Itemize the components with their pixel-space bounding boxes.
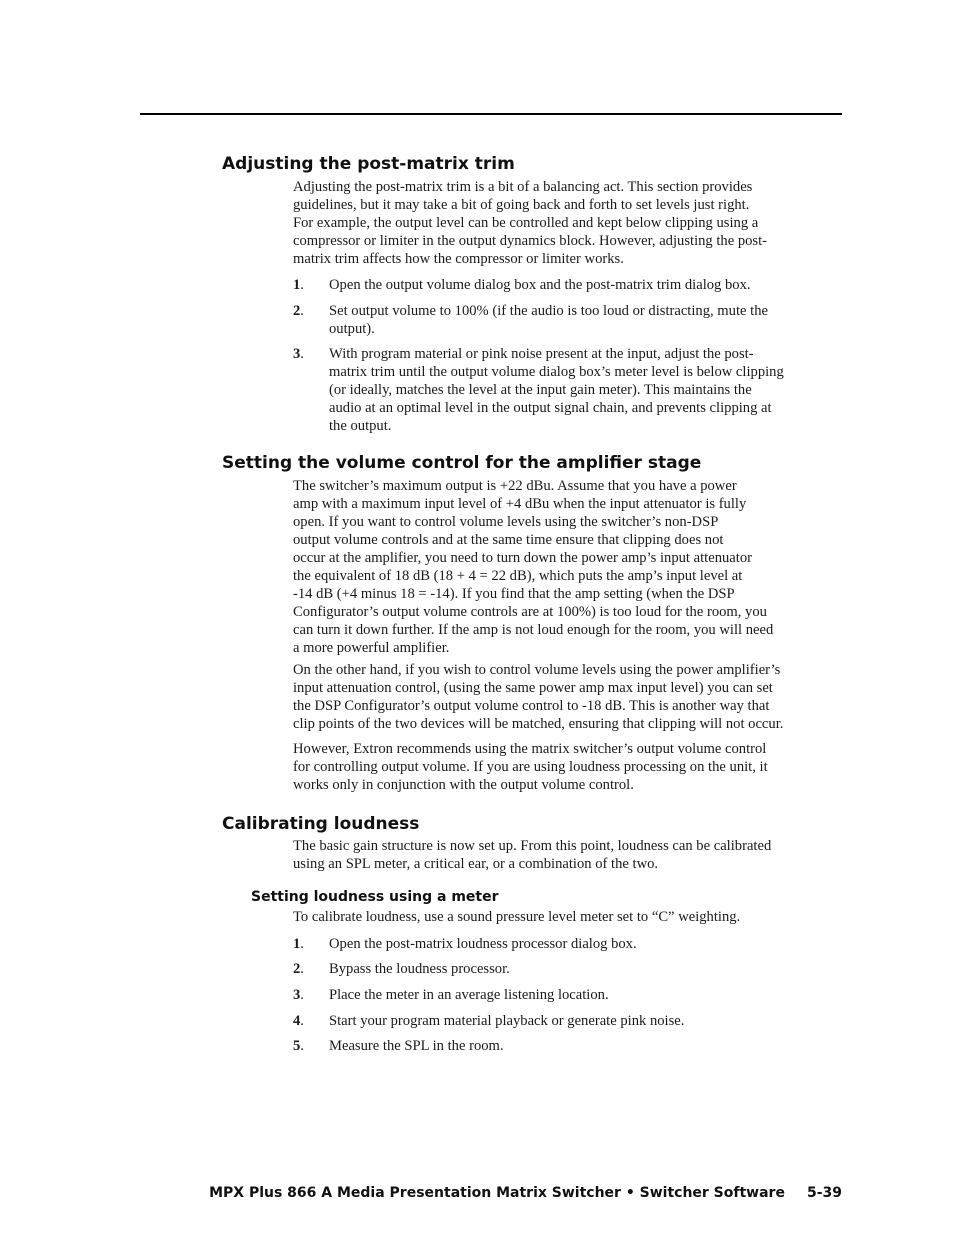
page-number: 5-39	[806, 1185, 842, 1201]
header-rule	[140, 113, 842, 115]
subheading-loudness-meter: Setting loudness using a meter	[251, 889, 499, 905]
step-number: 1	[293, 936, 301, 952]
amplifier-paragraph-3: However, Extron recommends using the matrix switcher’s output volume control for controlling output volume. If you are using loudness processing on the unit, it works only in conjunction with the output volume control.	[293, 741, 768, 793]
step-number: 2	[293, 303, 301, 319]
step-number: 3	[293, 987, 301, 1003]
step-number: 1	[293, 277, 301, 293]
section-heading-calibrating-loudness: Calibrating loudness	[222, 814, 420, 834]
step-number: 3	[293, 346, 301, 362]
footer-title: MPX Plus 866 A Media Presentation Matrix Switcher • Switcher Software	[209, 1185, 785, 1201]
amplifier-paragraph-2: On the other hand, if you wish to control volume levels using the power amplifier’s input attenuation control, (using the same power amp max input level) you can set the DSP Configurator’s output volume control to -18 dB. This is another way that clip points of the two devices will be matched, ensuring that clipping will not occur.	[293, 662, 784, 732]
section-heading-amplifier-stage: Setting the volume control for the amplifier stage	[222, 453, 702, 473]
step-number: 2	[293, 961, 301, 977]
amplifier-paragraph-1: The switcher’s maximum output is +22 dBu. Assume that you have a power amp with a maximum input level of +4 dBu when the input attenuator is fully open. If you want to control volume levels using the switcher’s non-DSP output volume controls and at the same time ensure that clipping does not occur at the amplifier, you need to turn down the power amp’s input attenuator the equivalent of 18 dB (18 + 4 = 22 dB), which puts the amp’s input level at -14 dB (+4 minus 18 = -14). If you find that the amp setting (when the DSP Configurator’s output volume controls are at 100%) is too loud for the room, you can turn it down further. If the amp is not loud enough for the room, you will need a more powerful amplifier.	[293, 478, 774, 656]
page-footer	[0, 1184, 842, 1202]
post-matrix-trim-intro: Adjusting the post-matrix trim is a bit of a balancing act. This section provides guidelines, but it may take a bit of going back and forth to set levels just right. For example, the output level can be controlled and kept below clipping using a compressor or limiter in the output dynamics block. However, adjusting the post- matrix trim affects how the compressor or limiter works.	[293, 179, 768, 267]
loudness-meter-intro: To calibrate loudness, use a sound pressure level meter set to “C” weighting.	[293, 909, 741, 925]
step-number: 5	[293, 1038, 301, 1054]
step-number: 4	[293, 1013, 301, 1029]
calibrating-loudness-intro: The basic gain structure is now set up. From this point, loudness can be calibrated using an SPL meter, a critical ear, or a combination of the two.	[293, 838, 772, 872]
section-heading-post-matrix-trim: Adjusting the post-matrix trim	[222, 154, 515, 174]
